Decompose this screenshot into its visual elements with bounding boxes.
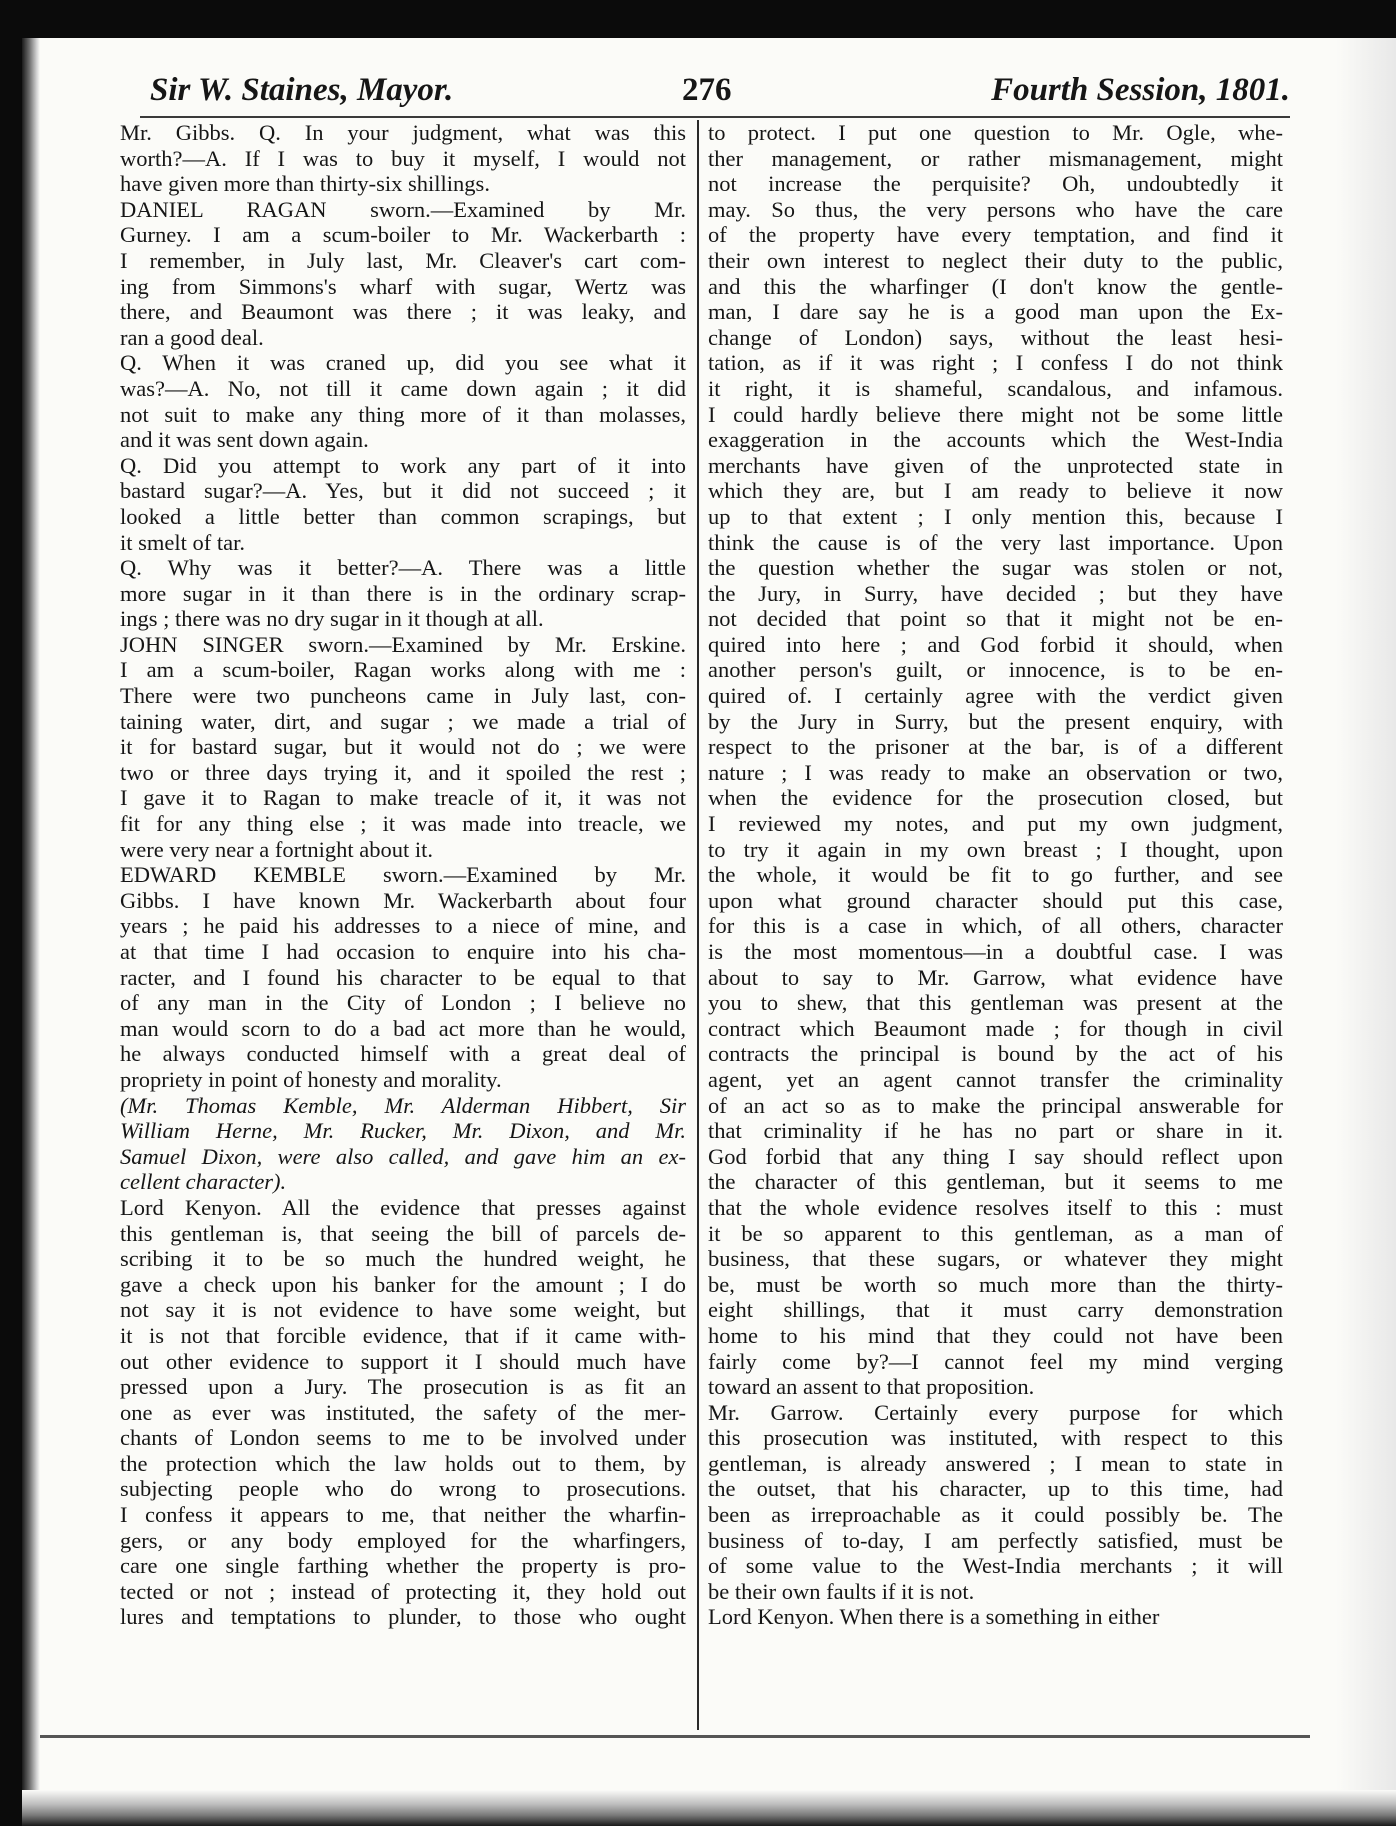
text-line: for this is a case in which, of all others, character [708, 913, 1283, 939]
text-line: out other evidence to support it I should much have [120, 1348, 686, 1374]
text-line: (Mr. Thomas Kemble, Mr. Alderman Hibbert, Sir [120, 1092, 686, 1118]
text-line: was?—A. No, not till it came down again ; it did [120, 375, 686, 401]
text-line: nature ; I was ready to make an observation or two, [708, 759, 1283, 785]
text-line: that criminality if he has no part or share in it. [708, 1118, 1283, 1144]
text-line: of some value to the West-India merchants ; it will [708, 1553, 1283, 1579]
text-line: fairly come by?—I cannot feel my mind verging [708, 1348, 1283, 1374]
header-right: Fourth Session, 1801. [991, 72, 1290, 108]
text-line: scribing it to be so much the hundred weight, he [120, 1246, 686, 1272]
text-line: to protect. I put one question to Mr. Ogle, whe- [708, 120, 1283, 145]
text-line: JOHN SINGER sworn.—Examined by Mr. Erskine. [120, 631, 686, 657]
text-line: worth?—A. If I was to buy it myself, I would not [120, 145, 686, 171]
text-line: DANIEL RAGAN sworn.—Examined by Mr. [120, 196, 686, 222]
text-line: it smelt of tar. [120, 529, 245, 555]
text-line: business of to-day, I am perfectly satisfied, must be [708, 1527, 1283, 1553]
text-line: exaggeration in the accounts which the West-India [708, 427, 1283, 453]
text-line: subjecting people who do wrong to prosecutions. [120, 1476, 686, 1502]
text-line: the protection which the law holds out to them, by [120, 1450, 686, 1476]
text-line: fit for any thing else ; it was made into treacle, we [120, 811, 686, 837]
text-line: contracts the principal is bound by the act of his [708, 1041, 1283, 1067]
text-line: the whole, it would be fit to go further, and see [708, 862, 1283, 888]
text-line: pressed upon a Jury. The prosecution is as fit an [120, 1374, 686, 1400]
text-line: ings ; there was no dry sugar in it though at all. [120, 606, 544, 632]
text-line: by the Jury in Surry, but the present enquiry, with [708, 708, 1283, 734]
text-line: I could hardly believe there might not be some little [708, 401, 1283, 427]
text-line: quired of. I certainly agree with the verdict given [708, 683, 1283, 709]
text-line: and this the wharfinger (I don't know the gentle- [708, 273, 1283, 299]
page-binding-edge [22, 38, 40, 1826]
text-line: God forbid that any thing I say should reflect upon [708, 1143, 1283, 1169]
text-line: care one single farthing whether the property is pro- [120, 1553, 686, 1579]
text-line: looked a little better than common scrapings, but [120, 503, 686, 529]
text-line: the outset, that his character, up to this time, had [708, 1476, 1283, 1502]
text-line: tected or not ; instead of protecting it, they hold out [120, 1578, 686, 1604]
text-line: think the cause is of the very last importance. Upon [708, 529, 1283, 555]
text-line: have given more than thirty-six shillings. [120, 171, 490, 197]
text-line: Q. When it was craned up, did you see what it [120, 350, 686, 376]
text-line: to try it again in my own breast ; I thought, upon [708, 836, 1283, 862]
text-line: you to shew, that this gentleman was present at the [708, 990, 1283, 1016]
text-line: the character of this gentleman, but it seems to me [708, 1169, 1283, 1195]
text-line: tation, as if it was right ; I confess I do not think [708, 350, 1283, 376]
column-divider [697, 120, 699, 1730]
header-rule [140, 116, 1290, 118]
running-header [150, 72, 1290, 118]
text-line: Q. Why was it better?—A. There was a little [120, 555, 686, 581]
text-line: and it was sent down again. [120, 427, 369, 453]
text-line: there, and Beaumont was there ; it was leaky, and [120, 299, 686, 325]
text-line: gers, or any body employed for the wharfingers, [120, 1527, 686, 1553]
text-line: Gurney. I am a scum-boiler to Mr. Wackerbarth : [120, 222, 686, 248]
text-line: ther management, or rather mismanagement, might [708, 145, 1283, 171]
page-bottom-edge [22, 1790, 1396, 1826]
text-line: not say it is not evidence to have some weight, but [120, 1297, 686, 1323]
text-line: gave a check upon his banker for the amount ; I do [120, 1271, 686, 1297]
text-line: of an act so as to make the principal answerable for [708, 1092, 1283, 1118]
text-line: it for bastard sugar, but it would not do ; we were [120, 734, 686, 760]
text-line: been as irreproachable as it could possibly be. The [708, 1502, 1283, 1528]
text-line: two or three days trying it, and it spoiled the rest ; [120, 759, 686, 785]
text-line: Lord Kenyon. All the evidence that presses against [120, 1194, 686, 1220]
text-line: toward an assent to that proposition. [708, 1374, 1035, 1400]
text-line: which they are, but I am ready to believe it now [708, 478, 1283, 504]
text-line: change of London) says, without the least hesi- [708, 324, 1283, 350]
text-line: ran a good deal. [120, 324, 264, 350]
text-line: when the evidence for the prosecution closed, but [708, 785, 1283, 811]
text-line: man, I dare say he is a good man upon the Ex- [708, 299, 1283, 325]
text-line: Mr. Garrow. Certainly every purpose for which [708, 1399, 1283, 1425]
text-line: one as ever was instituted, the safety of the mer- [120, 1399, 686, 1425]
text-line: Q. Did you attempt to work any part of it into [120, 452, 686, 478]
text-line: Samuel Dixon, were also called, and gave him an ex- [120, 1143, 686, 1169]
text-line: home to his mind that they could not have been [708, 1322, 1283, 1348]
text-line: were very near a fortnight about it. [120, 836, 434, 862]
text-line: respect to the prisoner at the bar, is of a different [708, 734, 1283, 760]
text-line: contract which Beaumont made ; for though in civil [708, 1015, 1283, 1041]
text-line: it be so apparent to this gentleman, as a man of [708, 1220, 1283, 1246]
text-line: business, that these sugars, or whatever they might [708, 1246, 1283, 1272]
text-line: eight shillings, that it must carry demonstration [708, 1297, 1283, 1323]
text-line: EDWARD KEMBLE sworn.—Examined by Mr. [120, 862, 686, 888]
bottom-rule [40, 1735, 1310, 1738]
text-line: at that time I had occasion to enquire into his cha- [120, 939, 686, 964]
text-line: There were two puncheons came in July last, con- [120, 683, 686, 709]
page-margin-right [1336, 38, 1396, 1826]
text-line: may. So thus, the very persons who have the care [708, 196, 1283, 222]
text-line: not decided that point so that it might not be en- [708, 606, 1283, 632]
header-left: Sir W. Staines, Mayor. [150, 72, 454, 108]
text-line: more sugar in it than there is in the ordinary scrap- [120, 580, 686, 606]
text-line: the question whether the sugar was stolen or not, [708, 555, 1283, 581]
text-line: be, must be worth so much more than the thirty- [708, 1271, 1283, 1297]
text-line: chants of London seems to me to be involved under [120, 1425, 686, 1451]
text-line: lures and temptations to plunder, to those who ought [120, 1604, 686, 1630]
text-line: racter, and I found his character to be equal to that [120, 964, 686, 990]
text-line: quired into here ; and God forbid it should, when [708, 631, 1283, 657]
text-line: cellent character). [120, 1169, 287, 1195]
text-line: I gave it to Ragan to make treacle of it, it was not [120, 785, 686, 811]
text-line: this gentleman is, that seeing the bill of parcels de- [120, 1220, 686, 1246]
text-line: merchants have given of the unprotected state in [708, 452, 1283, 478]
text-line: upon what ground character should put this case, [708, 887, 1283, 913]
text-line: bastard sugar?—A. Yes, but it did not succeed ; it [120, 478, 686, 504]
text-line: propriety in point of honesty and morality. [120, 1066, 502, 1092]
page-number: 276 [682, 72, 732, 108]
text-line: not increase the perquisite? Oh, undoubtedly it [708, 171, 1283, 197]
text-line: another person's guilt, or innocence, is to be en- [708, 657, 1283, 683]
text-line: I confess it appears to me, that neither the wharfin- [120, 1502, 686, 1528]
text-line: gentleman, is already answered ; I mean to state in [708, 1450, 1283, 1476]
text-line: be their own faults if it is not. [708, 1578, 975, 1604]
text-line: of the property have every temptation, and find it [708, 222, 1283, 248]
text-line: that the whole evidence resolves itself to this : must [708, 1194, 1283, 1220]
text-line: of any man in the City of London ; I believe no [120, 990, 686, 1016]
text-line: is the most momentous—in a doubtful case. I was [708, 939, 1283, 964]
text-line: Lord Kenyon. When there is a something in either [708, 1604, 1160, 1630]
text-line: ing from Simmons's wharf with sugar, Wertz was [120, 273, 686, 299]
text-line: Gibbs. I have known Mr. Wackerbarth about four [120, 887, 686, 913]
text-line: I remember, in July last, Mr. Cleaver's cart com- [120, 247, 686, 273]
text-line: the Jury, in Surry, have decided ; but they have [708, 580, 1283, 606]
text-line: up to that extent ; I only mention this, because I [708, 503, 1283, 529]
text-line: he always conducted himself with a great deal of [120, 1041, 686, 1067]
text-line: Mr. Gibbs. Q. In your judgment, what was this [120, 120, 686, 145]
right-column [708, 120, 1283, 1630]
text-line: William Herne, Mr. Rucker, Mr. Dixon, and Mr. [120, 1118, 686, 1144]
text-line: agent, yet an agent cannot transfer the criminality [708, 1066, 1283, 1092]
text-line: I am a scum-boiler, Ragan works along with me : [120, 657, 686, 683]
text-line: not suit to make any thing more of it than molasses, [120, 401, 686, 427]
text-line: man would scorn to do a bad act more than he would, [120, 1015, 686, 1041]
text-line: I reviewed my notes, and put my own judgment, [708, 811, 1283, 837]
text-line: years ; he paid his addresses to a niece of mine, and [120, 913, 686, 939]
text-line: taining water, dirt, and sugar ; we made a trial of [120, 708, 686, 734]
text-line: it is not that forcible evidence, that if it came with- [120, 1322, 686, 1348]
text-line: their own interest to neglect their duty to the public, [708, 247, 1283, 273]
left-column [120, 120, 686, 1630]
text-line: this prosecution was instituted, with respect to this [708, 1425, 1283, 1451]
text-line: about to say to Mr. Garrow, what evidence have [708, 964, 1283, 990]
text-line: it right, it is shameful, scandalous, and infamous. [708, 375, 1283, 401]
